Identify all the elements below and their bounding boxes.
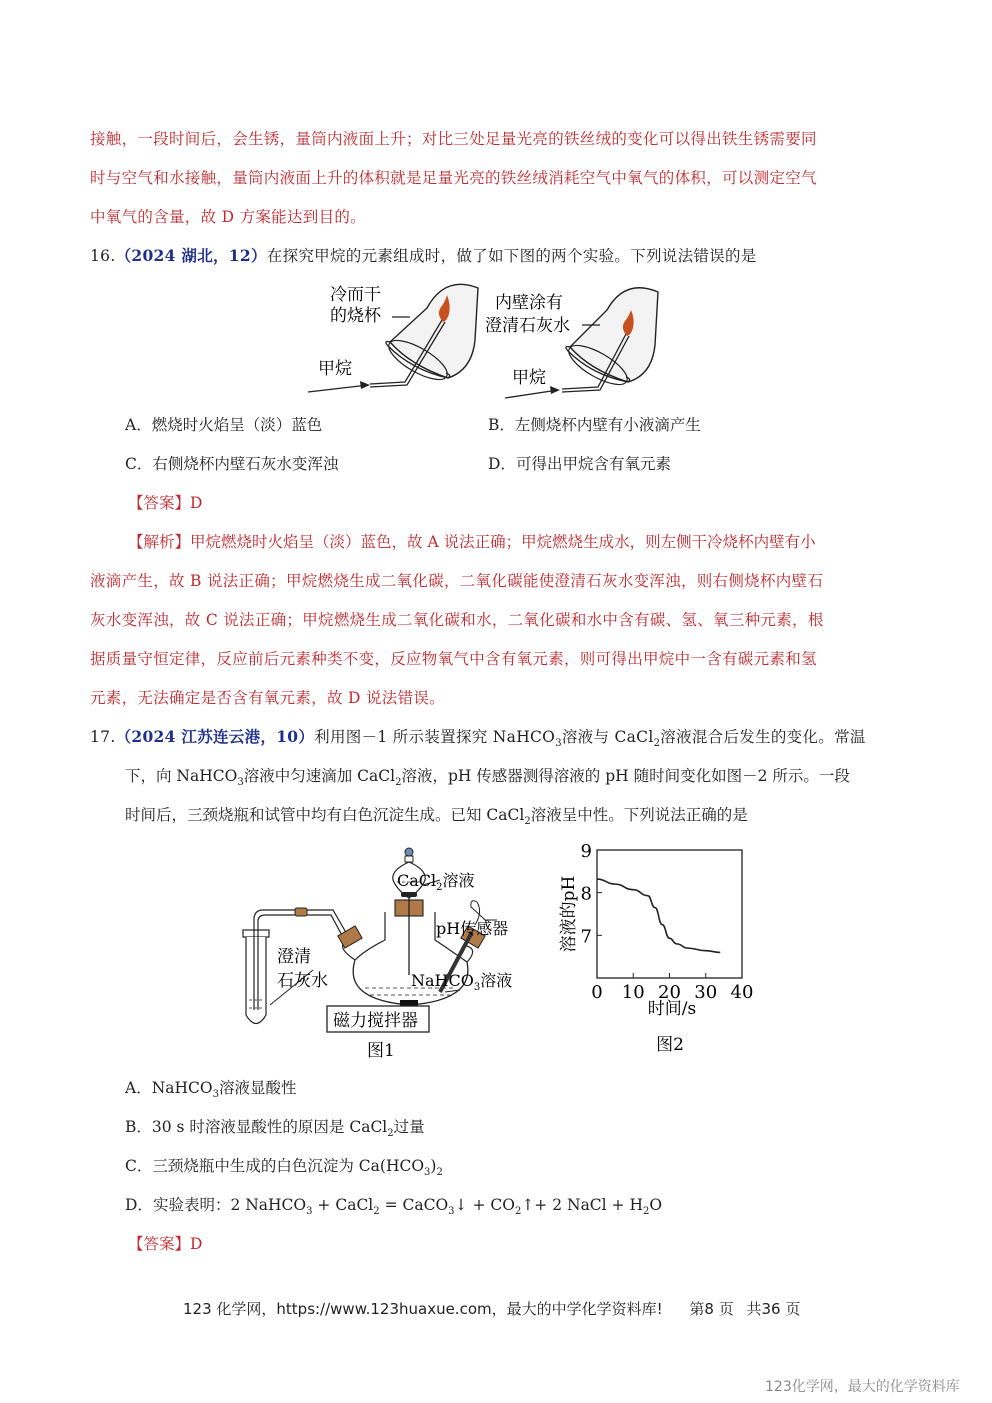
option-text: 溶液显酸性 [218,1079,297,1097]
analysis-line: 元素，无法确定是否含有氧元素，故 D 说法错误。 [90,689,445,707]
subscript: 3 [424,1167,431,1178]
option-text: 右侧烧杯内壁石灰水变浑浊 [152,455,339,473]
stem-text: 溶液中匀速滴加 CaCl [243,767,396,785]
answer-17 [128,1232,202,1254]
option-key: C． [125,455,153,473]
question-number: 17. [90,728,116,746]
option-a [125,413,322,435]
x-axis-label: 时间/s [647,999,697,1019]
figure-1-caption: 图1 [367,1041,395,1061]
answer-label: 【答案】 [128,494,191,512]
page-number: 第8 页 [689,1300,734,1318]
subscript: 2 [387,1128,394,1139]
stem-text: 溶液呈中性。下列说法正确的是 [530,806,748,824]
subscript: 2 [395,777,402,788]
cacl2-label: CaCl$_2$溶液 [397,871,475,893]
question-17-stem-line-2 [125,764,850,788]
option-text: 左侧烧杯内壁有小液滴产生 [514,416,701,434]
option-a [125,1076,296,1100]
option-key: B． [125,1118,152,1136]
option-key: A． [125,1079,152,1097]
continuation-line: 时与空气和水接触，量筒内液面上升的体积就是足量光亮的铁丝绒消耗空气中氧气的体积，可以测定空气 [90,169,817,187]
x-tick-label: 20 [658,982,681,1003]
x-tick-label: 30 [694,982,718,1003]
nahco3-label: NaHCO$_3$溶液 [411,971,513,993]
x-tick-label: 0 [591,982,603,1003]
subscript: 3 [306,1206,313,1217]
option-text: ) [430,1157,437,1175]
y-axis-label: 溶液的pH [559,875,579,953]
continuation-line: 中氧气的含量，故 D 方案能达到目的。 [90,208,366,226]
limewater-label-1: 澄清 [277,947,311,967]
y-tick-label: 8 [580,883,592,905]
option-text: NaHCO [151,1079,213,1097]
option-text: = CaCO [379,1196,449,1214]
question-16-stem [90,244,757,266]
option-b [488,413,701,435]
apparatus-figure-1 [235,840,535,1065]
option-text: O [649,1196,663,1214]
x-tick-label: 10 [621,982,645,1003]
question-source: （2024 湖北，12） [115,246,267,265]
option-text: 过量 [393,1118,425,1136]
right-gas-label: 甲烷 [512,368,546,388]
stem-text: 利用图－1 所示装置探究 NaHCO [314,728,556,746]
option-key: C． [125,1157,153,1175]
answer-16 [128,491,202,513]
option-text: ↑+ 2 NaCl + H [521,1196,643,1214]
analysis-line: 液滴产生，故 B 说法正确；甲烷燃烧生成二氧化碳，二氧化碳能使澄清石灰水变浑浊，则右侧烧杯内壁石 [90,572,824,590]
option-key: D． [488,455,516,473]
stirrer-label: 磁力搅拌器 [333,1011,418,1031]
stem-text: 时间后，三颈烧瓶和试管中均有白色沉淀生成。已知 CaCl [125,806,525,824]
question-number: 16. [90,247,116,265]
question-source: （2024 江苏连云港，10） [115,727,315,746]
limewater-label-2: 石灰水 [277,971,328,991]
option-text: ↓ + CO [454,1196,515,1214]
subscript: 2 [373,1206,380,1217]
left-gas-label: 甲烷 [318,359,352,379]
option-key: A． [125,416,152,434]
stem-text: 溶液混合后发生的变化。常温 [660,728,866,746]
analysis-text: 甲烷燃烧时火焰呈（淡）蓝色，故 A 说法正确；甲烷燃烧生成水，则左侧干冷烧杯内壁有小 [190,533,816,551]
option-b [125,1115,425,1139]
figure-2-caption: 图2 [656,1035,684,1055]
option-d [488,452,671,474]
analysis-line: 据质量守恒定律，反应前后元素种类不变，反应物氧气中含有氧元素，则可得出甲烷中一含有碳元素和氢 [90,650,817,668]
answer-label: 【答案】 [128,1235,191,1253]
plot-frame [597,850,742,978]
page-footer [183,1298,800,1319]
subscript: 3 [555,738,562,749]
left-beaker-label-1: 冷而干 [330,285,381,305]
question-17-stem-line-3 [125,803,748,827]
answer-value: D [190,1235,203,1253]
answer-value: D [190,494,203,512]
ph-chart [550,840,760,1065]
analysis-line [128,530,816,552]
subscript: 2 [524,816,531,827]
left-beaker-label-2: 的烧杯 [330,306,381,326]
option-c [125,452,338,474]
footer-site-text: 123 化学网，https://www.123huaxue.com，最大的中学化学资料库! [183,1300,663,1318]
subscript: 3 [237,777,244,788]
subscript: 2 [642,1206,650,1217]
option-key: B． [488,416,515,434]
option-d [125,1193,662,1217]
x-tick-label: 40 [730,982,754,1003]
analysis-line: 灰水变浑浊，故 C 说法正确；甲烷燃烧生成二氧化碳和水，二氧化碳和水中含有碳、氢、氧三种元素，根 [90,611,824,629]
option-text: 30 s 时溶液显酸性的原因是 CaCl [151,1118,388,1136]
stem-text: 下，向 NaHCO [125,767,238,785]
y-tick-label: 7 [580,926,592,948]
option-text: 可得出甲烷含有氧元素 [515,455,671,473]
ph-sensor-label: pH传感器 [436,919,509,938]
option-c [125,1154,443,1178]
stem-text: 溶液，pH 传感器测得溶液的 pH 随时间变化如图－2 所示。一段 [401,767,850,785]
methane-experiment-figure [300,270,680,410]
subscript: 2 [436,1167,443,1178]
page-total: 共36 页 [746,1300,801,1318]
right-beaker-label-1: 内壁涂有 [495,293,563,313]
continuation-line: 接触，一段时间后，会生锈，量筒内液面上升；对比三处足量光亮的铁丝绒的变化可以得出铁生锈需要同 [90,130,817,148]
subscript: 2 [653,738,661,749]
option-text: + CaCl [312,1196,374,1214]
right-beaker-label-2: 澄清石灰水 [485,316,570,336]
option-key: D． [125,1196,153,1214]
option-text: 三颈烧瓶中生成的白色沉淀为 Ca(HCO [152,1157,425,1175]
ph-curve [597,879,720,952]
y-tick-label: 9 [580,841,592,862]
watermark: 123化学网，最大的化学资料库 [765,1379,960,1395]
stem-text: 溶液与 CaCl [561,728,654,746]
question-text: 在探究甲烷的元素组成时，做了如下图的两个实验。下列说法错误的是 [266,247,757,265]
subscript: 3 [212,1089,219,1100]
subscript: 2 [514,1206,522,1217]
subscript: 3 [448,1206,455,1217]
option-text: 实验表明：2 NaHCO [152,1196,307,1214]
option-text: 燃烧时火焰呈（淡）蓝色 [151,416,323,434]
analysis-label: 【解析】 [128,533,191,551]
question-17-stem-line-1 [90,725,866,749]
